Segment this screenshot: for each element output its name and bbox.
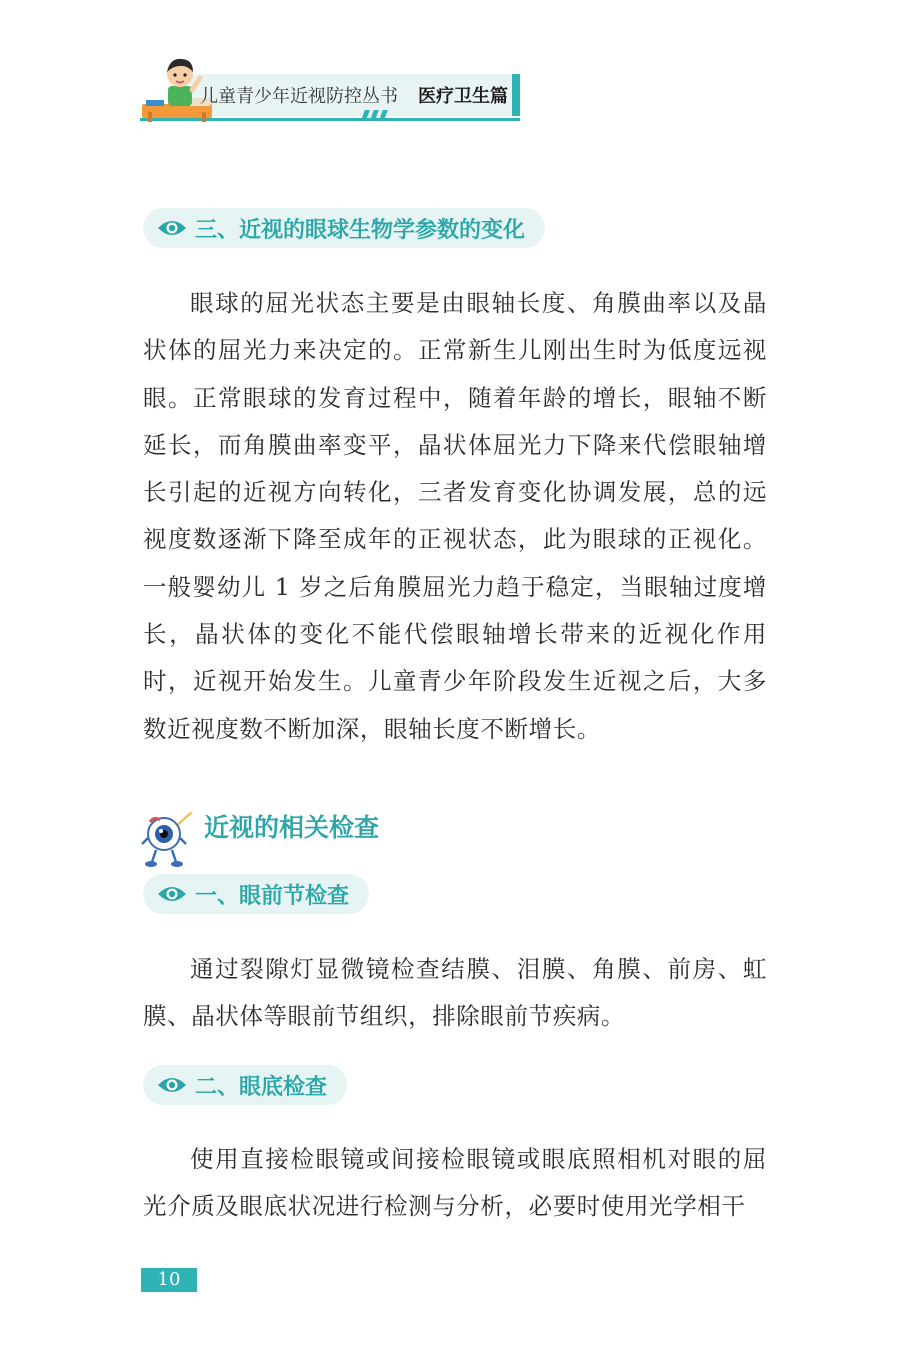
section-heading-pill bbox=[143, 208, 545, 248]
section-heading-pill bbox=[143, 874, 369, 914]
running-header bbox=[140, 52, 520, 122]
series-title: 儿童青少年近视防控丛书 bbox=[200, 86, 398, 107]
chapter-heading bbox=[140, 800, 540, 870]
eye-icon bbox=[157, 1075, 187, 1095]
section-paragraph: 通过裂隙灯显微镜检查结膜、泪膜、角膜、前房、虹膜、晶状体等眼前节组织，排除眼前节疾病。 bbox=[143, 955, 767, 1031]
page-number: 10 bbox=[141, 1268, 197, 1292]
section-heading-pill bbox=[143, 1065, 347, 1105]
chapter-title: 近视的相关检查 bbox=[204, 813, 380, 842]
section-heading: 二、眼底检查 bbox=[195, 1074, 328, 1100]
eye-icon bbox=[157, 884, 187, 904]
section-heading: 一、眼前节检查 bbox=[195, 883, 350, 909]
volume-title: 医疗卫生篇 bbox=[418, 86, 508, 107]
section-paragraph: 使用直接检眼镜或间接检眼镜或眼底照相机对眼的屈光介质及眼底状况进行检测与分析，必要时使用光学相干 bbox=[143, 1145, 767, 1221]
eyeball-mascot-icon bbox=[140, 812, 196, 868]
section-heading: 三、近视的眼球生物学参数的变化 bbox=[195, 217, 526, 243]
header-stripes bbox=[363, 110, 399, 120]
section-paragraph: 眼球的屈光状态主要是由眼轴长度、角膜曲率以及晶状体的屈光力来决定的。正常新生儿刚出生时为低度远视眼。正常眼球的发育过程中，随着年龄的增长，眼轴不断延长，而角膜曲率变平，晶状体屈光力下降来代偿眼轴增长引起的近视方向转化，三者发育变化协调发展，总的远视度数逐渐下降至成年的正视状态，此为眼球的正视化。一般婴幼儿 1 岁之后角膜屈光力趋于稳定，当眼轴过度增长，晶状体的变化不能代偿眼轴增长带来的近视化作用时，近视开始发生。儿童青少年阶段发生近视之后，大多数近视度数不断加深，眼轴长度不断增长。 bbox=[143, 289, 767, 743]
eye-icon bbox=[157, 218, 187, 238]
